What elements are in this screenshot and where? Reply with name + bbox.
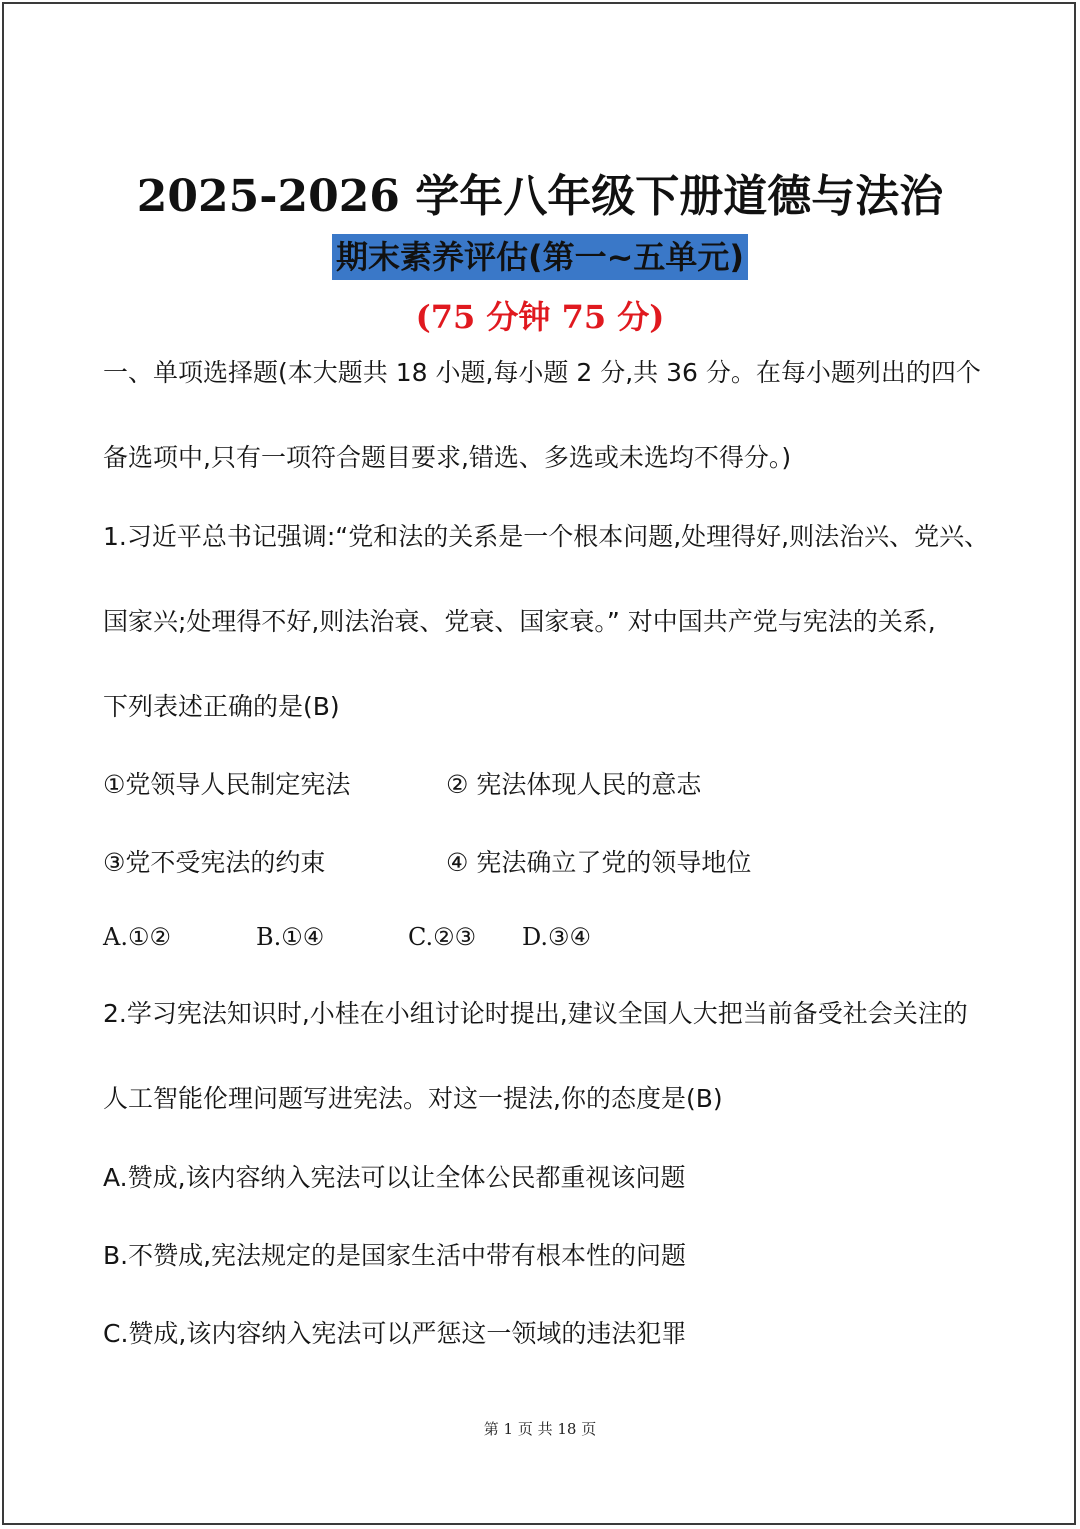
page-number: 第 1 页 共 18 页 [483,1420,597,1438]
question-2-line-2: 人工智能伦理问题写进宪法。对这一提法,你的态度是(B) [103,1084,723,1113]
question-1-line-3: 下列表述正确的是(B) [103,692,340,721]
question-2-option-c: C.赞成,该内容纳入宪法可以严惩这一领域的违法犯罪 [103,1319,687,1348]
section-heading-line-1: 一、单项选择题(本大题共 18 小题,每小题 2 分,共 36 分。在每小题列出的四个 [103,358,981,387]
exam-title: 2025-2026 学年八年级下册道德与法治 [136,171,944,222]
question-2-line-1: 2.学习宪法知识时,小桂在小组讨论时提出,建议全国人大把当前备受社会关注的 [103,999,968,1028]
exam-timing: (75 分钟 75 分) [415,298,665,336]
question-1-line-2: 国家兴;处理得不好,则法治衰、党衰、国家衰。” 对中国共产党与宪法的关系, [103,607,936,636]
question-1-statement-2: ② 宪法体现人民的意志 [446,770,702,799]
question-1-statement-1: ①党领导人民制定宪法 [103,770,351,799]
question-1-choice-b: B.①④ [256,923,325,951]
exam-subtitle-highlighted[interactable]: 期末素养评估(第一~五单元) [332,234,748,280]
question-1-statement-4: ④ 宪法确立了党的领导地位 [446,848,752,877]
question-2-option-a: A.赞成,该内容纳入宪法可以让全体公民都重视该问题 [103,1163,686,1192]
question-2-option-b: B.不赞成,宪法规定的是国家生活中带有根本性的问题 [103,1241,687,1270]
question-1-line-1: 1.习近平总书记强调:“党和法的关系是一个根本问题,处理得好,则法治兴、党兴、 [103,522,990,551]
subtitle-wrap [0,234,1080,280]
question-1-statement-3: ③党不受宪法的约束 [103,848,326,877]
page-border [2,2,1076,1525]
question-1-choice-d: D.③④ [522,923,592,951]
question-1-choice-c: C.②③ [408,923,477,951]
question-1-choice-a: A.①② [103,923,171,951]
section-heading-line-2: 备选项中,只有一项符合题目要求,错选、多选或未选均不得分。) [103,443,792,472]
